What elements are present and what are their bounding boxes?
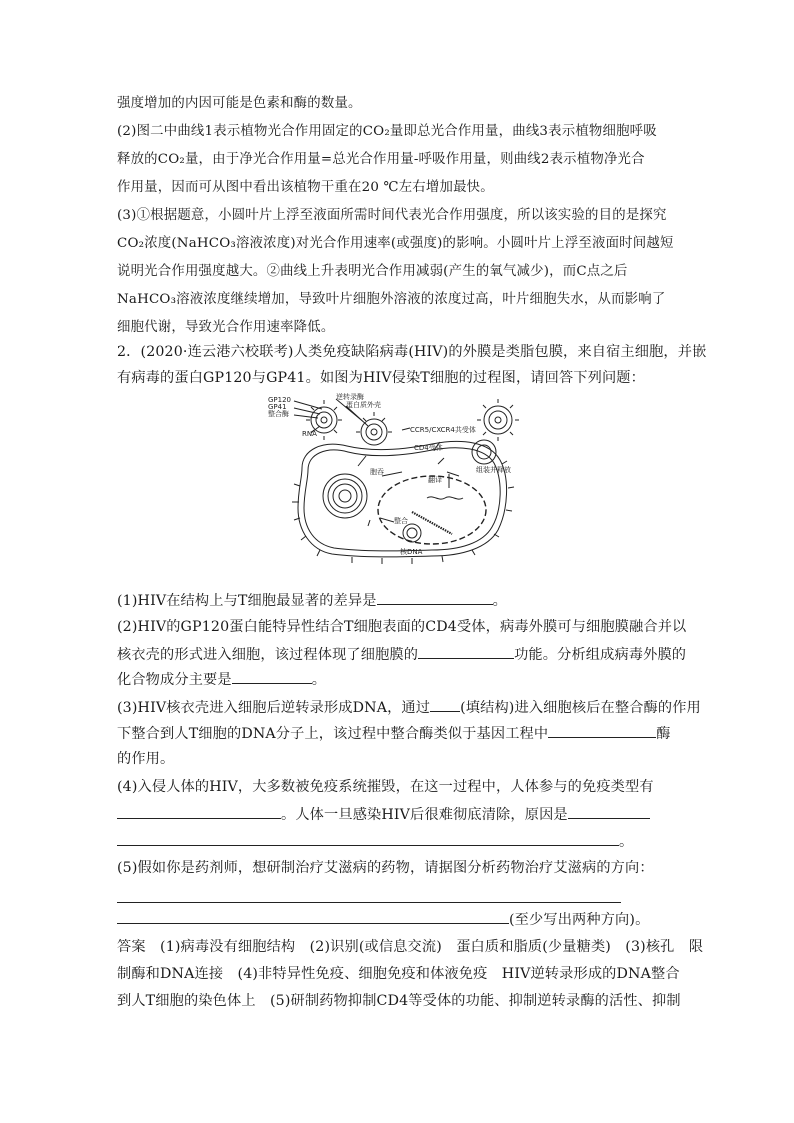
q2-line-1: (2)HIV的GP120蛋白能特异性结合T细胞表面的CD4受体，病毒外膜可与细胞膜融合并以 xyxy=(117,619,687,635)
q5-end: (至少写出两种方向)。 xyxy=(509,912,650,928)
q5-answer-blank-2[interactable] xyxy=(117,909,509,924)
explanation-p3-line-1: (3)①根据题意，小圆叶片上浮至液面所需时间代表光合作用强度，所以该实验的目的是探究 xyxy=(117,208,667,223)
label-nuclear-dna: 核DNA xyxy=(400,548,423,556)
label-translation: 翻译 xyxy=(428,476,442,484)
label-integrase: 整合酶 xyxy=(268,410,289,418)
explanation-line-1: 强度增加的内因可能是色素和酶的数量。 xyxy=(117,96,362,111)
q2-text-d: 。 xyxy=(311,672,327,688)
q3-answer-blank-1[interactable] xyxy=(430,697,460,712)
q5-line-1: (5)假如你是药剂师，想研制治疗艾滋病的药物，请据图分析药物治疗艾滋病的方向： xyxy=(117,860,654,876)
label-rna: RNA xyxy=(302,430,317,438)
q3-line-3: 的作用。 xyxy=(117,751,175,767)
q2-line-3 xyxy=(117,669,326,690)
explanation-p3-line-3: 说明光合作用强度越大。②曲线上升表明光合作用减弱(产生的氧气减少)，而C点之后 xyxy=(117,264,628,279)
q4-line-1: (4)入侵人体的HIV，大多数被免疫系统摧毁，在这一过程中，人体参与的免疫类型有 xyxy=(117,779,654,795)
q3-line-1 xyxy=(117,697,701,718)
explanation-p3-line-4: NaHCO₃溶液浓度继续增加，导致叶片细胞外溶液的浓度过高，叶片细胞失水，从而影响了 xyxy=(117,292,666,307)
explanation-p2-line-3: 作用量，因而可从图中看出该植物干重在20 ℃左右增加最快。 xyxy=(117,180,494,195)
q1-line xyxy=(117,590,507,611)
q3-line-2 xyxy=(117,723,671,744)
q3-text-b: (填结构)进入细胞核后在整合酶的作用 xyxy=(460,700,701,716)
explanation-p2-line-1: (2)图二中曲线1表示植物光合作用固定的CO₂量即总光合作用量，曲线3表示植物细胞呼吸 xyxy=(117,124,657,139)
q3-text-a: (3)HIV核衣壳进入细胞后逆转录形成DNA，通过 xyxy=(117,700,431,716)
q4-answer-blank-1[interactable] xyxy=(117,804,281,819)
explanation-p3-line-5: 细胞代谢，导致光合作用速率降低。 xyxy=(117,320,335,335)
answer-line-1: 答案 (1)病毒没有细胞结构 (2)识别(或信息交流) 蛋白质和脂质(少量糖类) (3)核孔 限 xyxy=(117,939,704,955)
q2-text-c: 化合物成分主要是 xyxy=(117,672,232,688)
q3-answer-blank-2[interactable] xyxy=(548,723,656,738)
q3-text-c: 下整合到人T细胞的DNA分子上，该过程中整合酶类似于基因工程中 xyxy=(117,726,549,742)
label-assembly: 组装并释放 xyxy=(476,466,511,474)
q2-text-b: 功能。分析组成病毒外膜的 xyxy=(514,647,687,663)
question-intro-line-1: 2．(2020·连云港六校联考)人类免疫缺陷病毒(HIV)的外膜是类脂包膜，来自宿主细胞，并嵌 xyxy=(117,344,707,360)
hiv-infection-diagram xyxy=(262,390,532,565)
label-capsid: 蛋白质外壳 xyxy=(346,401,381,409)
q4-line-2 xyxy=(117,804,650,825)
q3-text-d: 酶 xyxy=(656,726,671,742)
explanation-p3-line-2: CO₂浓度(NaHCO₃溶液浓度)对光合作用速率(或强度)的影响。小圆叶片上浮至液面时间越短 xyxy=(117,236,674,251)
q1-end: 。 xyxy=(492,593,507,609)
q2-answer-blank-1[interactable] xyxy=(418,644,514,659)
q4-line-3 xyxy=(117,831,633,852)
q4-answer-blank-2[interactable] xyxy=(568,804,650,819)
explanation-p2-line-2: 释放的CO₂量，由于净光合作用量=总光合作用量-呼吸作用量，则曲线2表示植物净光合 xyxy=(117,152,645,167)
question-intro-line-2: 有病毒的蛋白GP120与GP41。如图为HIV侵染T细胞的过程图，请回答下列问题： xyxy=(117,370,645,386)
q2-text-a: 核衣壳的形式进入细胞，该过程体现了细胞膜的 xyxy=(117,647,419,663)
q1-answer-blank[interactable] xyxy=(377,590,493,605)
q5-line-3 xyxy=(117,909,649,930)
label-gp120: GP120 xyxy=(268,396,292,404)
q2-line-2 xyxy=(117,644,686,665)
q4-text: 。人体一旦感染HIV后很难彻底清除，原因是 xyxy=(281,807,568,823)
q4-end: 。 xyxy=(619,834,634,850)
label-endocytosis: 胞吞 xyxy=(370,468,384,476)
q5-answer-rule-1[interactable] xyxy=(117,902,621,903)
label-reverse-transcriptase: 逆转录酶 xyxy=(336,393,364,401)
q1-text: (1)HIV在结构上与T细胞最显著的差异是 xyxy=(117,593,377,609)
answer-line-2: 制酶和DNA连接 (4)非特异性免疫、细胞免疫和体液免疫 HIV逆转录形成的DNA整合 xyxy=(117,966,680,982)
q2-answer-blank-2[interactable] xyxy=(232,669,312,684)
label-gp41: GP41 xyxy=(268,403,287,411)
q4-answer-blank-3[interactable] xyxy=(117,831,619,846)
label-coreceptor: CCR5/CXCR4共受体 xyxy=(410,426,476,434)
label-integration: 整合 xyxy=(394,517,408,525)
answer-line-3: 到人T细胞的染色体上 (5)研制药物抑制CD4等受体的功能、抑制逆转录酶的活性、抑制 xyxy=(117,993,681,1009)
label-cd4: CD4受体 xyxy=(414,444,443,452)
